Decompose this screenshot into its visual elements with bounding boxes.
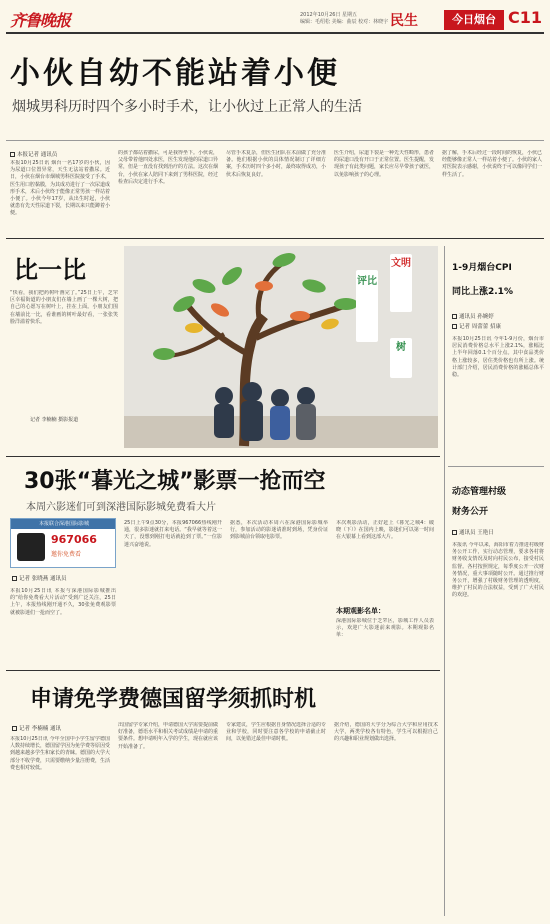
promo-box-title: 本报联合深港国际影城 [11, 519, 116, 529]
right-column-divider [444, 246, 445, 916]
movie-list-title: 本期观影名单： [336, 607, 385, 615]
movie-col-4: 本次观影活动，正好赶上《暮光之城4：破晓（下）》在国内上映，影迷们可以第一时间在大银幕上看到这部大片。 [336, 520, 434, 541]
dateline-date: 2012年10月26日 星期五 [300, 12, 358, 18]
lead-headline: 小伙自幼不能站着小便 [10, 56, 340, 91]
lead-byline-text: 本报记者 通讯员 [17, 152, 58, 158]
cpi-byline-2 [452, 322, 501, 330]
compare-title: 比一比 [14, 256, 86, 284]
section-rule-3 [6, 670, 440, 671]
study-col-2: 出国留学专家介绍，申请德国大学需要提前做好准备，德语水平和相关考试成绩是申请的重要条件。想申请明年入学的学生，现在就应该开始准备了。 [118, 722, 218, 750]
dateline [300, 12, 388, 26]
movie-col-5: 深港国际影城位于芝罘区，影城工作人员表示，欢迎广大影迷前来观影。本期观影名单： [336, 618, 434, 639]
study-byline [12, 724, 61, 732]
promo-phone: 967066 [51, 533, 97, 546]
compare-text: “快看，我们把药树叶画完了。”25日上午，芝罘区幸福街道的小朋友们在墙上画了一棵大树，把自己的心愿写在树叶上，挂在上面。小朋友们围在墙前比一比，看谁画的树叶最好看，一张张笑脸洋溢着快乐。 [10, 290, 118, 325]
cpi-title: 1-9月烟台CPI [452, 263, 512, 273]
lead-col-1: 本报10月25日讯 烟台一名17岁的小伙，因为尿道口位置异常，天生无法站着撒尿。近日，小伙在烟台市烟城男科医院接受了手术，医生用口腔黏膜，为其成功进行了一次尿道成形手术，术后小伙终于能像正常男孩一样站着小便了。小伙今年17岁，从出生时起，小伙就患有先天性尿道下裂，长期以来只能蹲着小便。 [10, 160, 110, 217]
finance-byline [452, 528, 494, 536]
movie-promo-box [10, 518, 116, 568]
lead-divider [6, 140, 544, 141]
region-badge: 今日烟台 [444, 10, 504, 30]
movie-col-2: 25日上午9点30分，本报967066热线刚开通，很多影迷就打来电话。“我早就等着这一天了，没想到刚打电话就抢到了票。”一位影迷兴奋地说。 [124, 520, 222, 548]
section-rule-1 [6, 238, 544, 239]
lead-subheadline: 烟城男科历时四个多小时手术，让小伙过上正常人的生活 [12, 99, 362, 115]
promo-sub: 邀你免费看 [51, 551, 82, 558]
section-name: 民生 [390, 13, 418, 29]
movie-byline-text: 记者 张晓燕 通讯员 [19, 576, 67, 582]
masthead-rule [6, 32, 544, 34]
right-divider [448, 466, 544, 467]
movie-headline: 30张“暮光之城”影票一抢而空 [24, 469, 326, 494]
movie-byline [12, 574, 67, 582]
lead-col-2: 的孩子都站着撒尿，可是我得坐下。小伙说，父母带着他四处求医，医生发现他的尿道口异常，但是一直没有找到治疗的方法。这次在烟台，小伙在家人陪同下来到了男科医院，经过检查后决定进行手术。 [118, 150, 218, 185]
wall-sign-a: 文明 [390, 254, 412, 312]
lead-col-5: 据了解，手术后经过一段时间的恢复，小伙已经能够像正常人一样站着小便了。小伙的家人对医院表示感谢，小伙说终于可以像同学们一样生活了。 [442, 150, 542, 178]
study-byline-text: 记者 李楠楠 通讯 [19, 726, 61, 732]
section-rule-2 [6, 456, 440, 457]
compare-photo [124, 246, 438, 448]
compare-byline: 记者 李楠楠 摄影报道 [30, 417, 79, 423]
cpi-byline-2-text: 记者 周蕾蕾 招康 [459, 324, 501, 330]
finance-title: 动态管理村级 [452, 487, 507, 497]
cpi-text: 本报10月25日讯 今年1-9月份，烟台市居民消费价格总水平上涨2.1%，涨幅比上半年回落0.1个百分点。其中食品类价格上涨较多，居住类价格也有所上涨。统计部门介绍，居民消费价格的涨幅总体平稳。 [452, 336, 544, 379]
lead-col-4: 医生介绍，尿道下裂是一种先天性畸形，患者的尿道口没有开口于正常位置。医生提醒，发现孩子有此类问题，家长应尽早带孩子就医，以免影响孩子的心理。 [334, 150, 434, 178]
study-col-1: 本报10月25日讯 今年全国中小学生留学德国人数持续增长，德国留学因为免学费等原因受到越来越多学生和家长的青睐。德国的大学大部分不收学费，只需要缴纳少量注册费，生活费也相对较低。 [10, 736, 110, 771]
dateline-editors: 编辑：毛绍松 美编：曲辰 校对：林晓宇 [300, 19, 389, 25]
study-col-4: 据介绍，德国的大学分为综合大学和应用技术大学，两类学校各有特色，学生可以根据自己的兴趣和职业规划做出选择。 [334, 722, 438, 743]
newspaper-logo: 齐鲁晚报 [10, 11, 71, 30]
wall-sign-b: 评比 [356, 270, 378, 342]
movie-subheadline: 本周六影迷们可到深港国际影城免费看大片 [26, 502, 216, 513]
film-reel-icon [17, 533, 45, 561]
finance-text: 本报讯 今年以来，海阳市着力推进村级财务公开工作，实行动态管理，要求各村将财务收支情况及时向村民公布，接受村民监督。各村按照规定，每季度公开一次财务情况，重大事项随时公开。通过推行财务公开，增强了村级财务管理的透明度，维护了村民的合法权益，受到了广大村民的欢迎。 [452, 542, 544, 599]
cpi-byline-text: 通讯员 孙婉婷 [459, 314, 494, 320]
cpi-subtitle: 同比上涨2.1% [452, 287, 513, 297]
movie-col-3: 据悉，本次活动本周六在深港国际影城举行，参加活动的影迷请准时到场，凭身份证到影城前台领取电影票。 [230, 520, 328, 541]
study-col-3: 专家建议，学生应根据自身情况选择合适的专业和学校，同时要注意各学校的申请截止时间，以免错过最佳申请时机。 [226, 722, 326, 743]
finance-byline-text: 通讯员 王艳日 [459, 530, 494, 536]
lead-col-3: 尽管手术复杂，但医生团队在术前做了充分准备。他们根据小伙的具体情况制订了详细方案，手术历时四个多小时，最终取得成功，小伙术后恢复良好。 [226, 150, 326, 178]
cpi-byline [452, 312, 494, 320]
study-headline: 申请免学费德国留学须抓时机 [30, 687, 317, 712]
wall-sign-c: 树 [390, 338, 412, 378]
finance-subtitle: 财务公开 [452, 507, 489, 517]
page-number: C11 [508, 8, 543, 27]
movie-col-1: 本报10月25日讯 本报与深港国际影城推出的“给你免费看大片活动”受到广泛关注，25日上午，本报热线刚开通不久，30张免费观影票就被影迷们一抢而空了。 [10, 588, 116, 616]
lead-byline [10, 150, 57, 158]
